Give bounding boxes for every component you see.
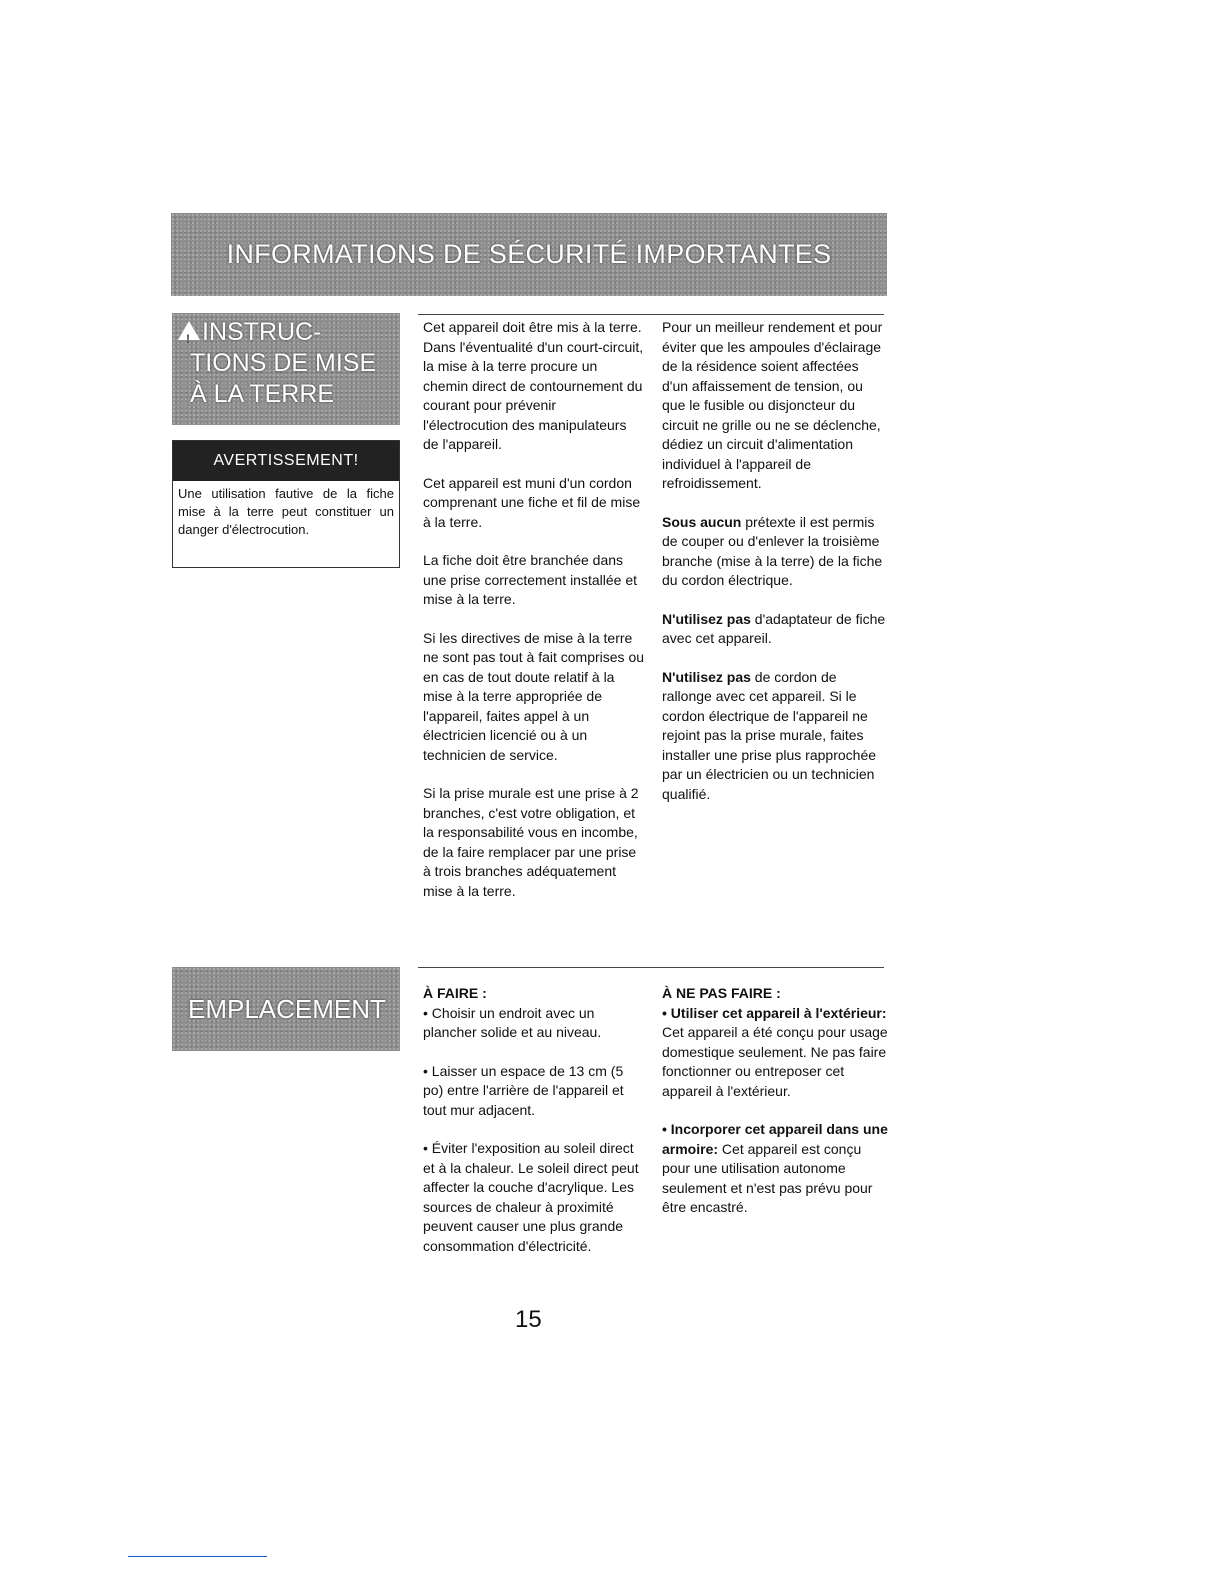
- paragraph: Cet appareil doit être mis à la terre. Dans l'éventualité d'un court-circuit, la mise à la terre procure un chemin direct de contournement du courant pour prévenir l'électrocution des manipulateurs de l'appareil.: [423, 319, 644, 452]
- paragraph: Si les directives de mise à la terre ne sont pas tout à fait comprises ou en cas de tout doute relatif à la mise à la terre appropriée de l'appareil, faites appel à un électricien licencié ou à un technicien de service.: [423, 629, 645, 763]
- location-do-column: [423, 984, 645, 1275]
- location-heading: EMPLACEMENT: [172, 967, 400, 1051]
- grounding-column-2: [662, 318, 888, 823]
- page-title-banner: [171, 213, 887, 296]
- paragraph: Cet appareil est muni d'un cordon comprenant une fiche et fil de mise à la terre.: [423, 474, 641, 530]
- do-item: • Laisser un espace de 13 cm (5 po) entre l'arrière de l'appareil et tout mur adjacent.: [423, 1062, 624, 1118]
- paragraph: Si la prise murale est une prise à 2 branches, c'est votre obligation, et la responsabilité vous en incombe, de la faire remplacer par une prise à trois branches adéquatement mise à la terre.: [423, 785, 639, 899]
- do-item: • Éviter l'exposition au soleil direct et à la chaleur. Le soleil direct peut affecter la couche d'acrylique. Les sources de chaleur à proximité peuvent causer une plus grande consommation d'électricité.: [423, 1140, 639, 1254]
- footer-link-underline: [128, 1556, 267, 1557]
- grounding-heading-line-3: À LA TERRE: [190, 380, 335, 408]
- paragraph: Sous aucun prétexte il est permis de couper ou d'enlever la troisième branche (mise à la terre) de la fiche du cordon électrique.: [662, 513, 883, 588]
- divider-middle: [418, 967, 884, 968]
- location-dont-column: [662, 984, 888, 1237]
- warning-title: AVERTISSEMENT!: [173, 441, 399, 481]
- grounding-heading-line-2: TIONS DE MISE: [190, 349, 377, 377]
- warning-box: [172, 440, 400, 568]
- grounding-column-1: [423, 318, 645, 920]
- do-title: À FAIRE :: [423, 985, 487, 1001]
- do-item: • Choisir un endroit avec un plancher solide et au niveau.: [423, 1004, 602, 1040]
- paragraph: Pour un meilleur rendement et pour éviter que les ampoules d'éclairage de la résidence soient affectées d'un affaissement de tension, ou que le fusible ou disjoncteur du circuit ne grille ou ne se déclenche, dédiez un circuit d'alimentation individuel à l'appareil de refroidissement.: [662, 319, 883, 491]
- grounding-heading-line-1: INSTRUC-: [202, 318, 322, 346]
- page-title: INFORMATIONS DE SÉCURITÉ IMPORTANTES: [226, 239, 832, 269]
- paragraph: N'utilisez pas d'adaptateur de fiche avec cet appareil.: [662, 610, 886, 646]
- warning-text: Une utilisation fautive de la fiche mise à la terre peut constituer un danger d'électrocution.: [178, 486, 394, 537]
- page-number: 15: [515, 1306, 542, 1333]
- grounding-heading: [172, 313, 400, 425]
- divider-top: [418, 314, 884, 315]
- paragraph: La fiche doit être branchée dans une prise correctement installée et mise à la terre.: [423, 552, 637, 607]
- dont-item: • Incorporer cet appareil dans une armoire: Cet appareil est conçu pour une utilisation autonome seulement et n'est pas prévu pour être encastré.: [662, 1121, 888, 1215]
- paragraph: N'utilisez pas de cordon de rallonge avec cet appareil. Si le cordon électrique de l'appareil ne rejoint pas la prise murale, faites installer une prise plus rapprochée par un électricien ou un technicien qualifié.: [662, 668, 877, 802]
- dont-title: À NE PAS FAIRE :: [662, 985, 781, 1001]
- dont-item: • Utiliser cet appareil à l'extérieur: Cet appareil a été conçu pour usage domestique seulement. Ne pas faire fonctionner ou entreposer cet appareil à l'extérieur.: [662, 1004, 888, 1099]
- warning-triangle-icon: !: [178, 321, 200, 340]
